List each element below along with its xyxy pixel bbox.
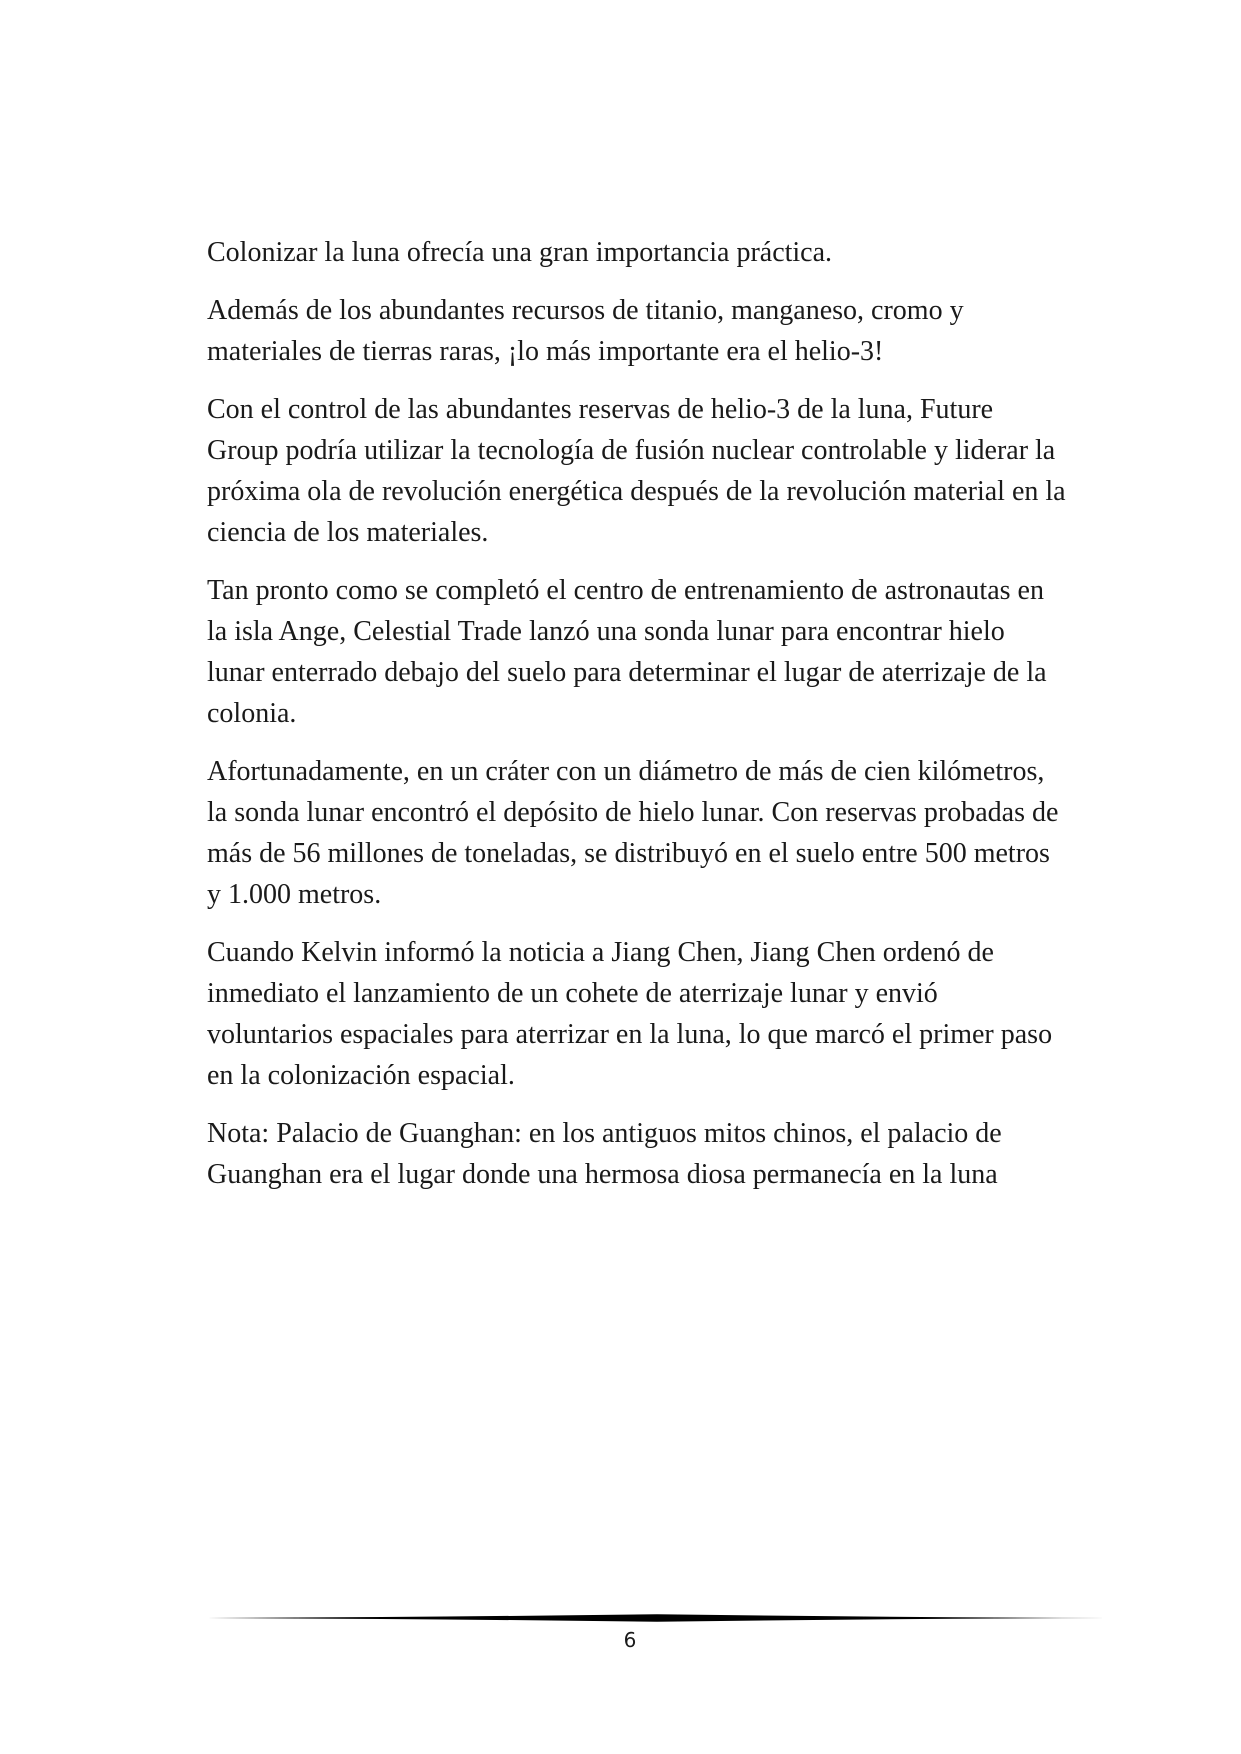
paragraph-6: Cuando Kelvin informó la noticia a Jiang Chen, Jiang Chen ordenó de inmediato el lanzamiento de un cohete de aterrizaje lunar y envió voluntarios espaciales para aterrizar en la luna, lo que marcó el primer paso en la colonización espacial. xyxy=(207,937,1053,1091)
paragraph-4: Tan pronto como se completó el centro de entrenamiento de astronautas en la isla Ange, Celestial Trade lanzó una sonda lunar para encontrar hielo lunar enterrado debajo del suelo para determinar el lugar de aterrizaje de la colonia. xyxy=(207,575,1047,729)
body-text xyxy=(207,232,1067,1212)
page-number: 6 xyxy=(623,1628,637,1652)
footer-divider xyxy=(207,1612,1107,1624)
paragraph-1: Colonizar la luna ofrecía una gran importancia práctica. xyxy=(207,237,833,268)
paragraph-3: Con el control de las abundantes reservas de helio-3 de la luna, Future Group podría utilizar la tecnología de fusión nuclear controlable y liderar la próxima ola de revolución energética después de la revolución material en la ciencia de los materiales. xyxy=(207,394,1066,548)
paragraph-2: Además de los abundantes recursos de titanio, manganeso, cromo y materiales de tierras raras, ¡lo más importante era el helio-3! xyxy=(207,295,964,367)
paragraph-5: Afortunadamente, en un cráter con un diámetro de más de cien kilómetros, la sonda lunar encontró el depósito de hielo lunar. Con reservas probadas de más de 56 millones de toneladas, se distribuyó en el suelo entre 500 metros y 1.000 metros. xyxy=(207,756,1059,910)
paragraph-7-note: Nota: Palacio de Guanghan: en los antiguos mitos chinos, el palacio de Guanghan era el lugar donde una hermosa diosa permanecía en la luna xyxy=(207,1118,1002,1190)
